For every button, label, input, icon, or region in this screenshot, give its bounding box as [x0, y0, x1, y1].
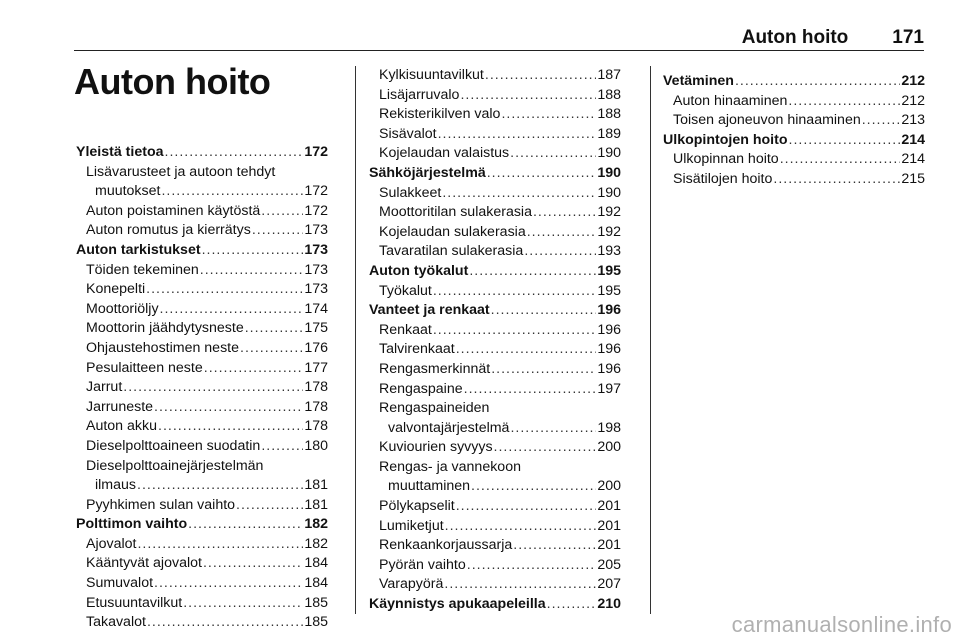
toc-page-number: 212	[901, 73, 925, 89]
toc-page-number: 184	[304, 575, 328, 592]
toc-entry[interactable]	[369, 360, 621, 380]
dot-leader	[160, 300, 304, 320]
toc-section[interactable]	[76, 515, 328, 535]
toc-entry-title: Kojelaudan sulakerasia	[379, 223, 526, 240]
toc-page-number: 176	[304, 339, 328, 356]
toc-entry-title: Töiden tekeminen	[86, 261, 199, 278]
toc-entry[interactable]	[369, 556, 621, 576]
toc-page-number: 201	[597, 498, 621, 515]
toc-entry-title: Takavalot	[86, 614, 146, 631]
header-title: Auton hoito	[741, 27, 849, 48]
dot-leader	[202, 241, 304, 261]
toc-page-number: 175	[304, 320, 328, 337]
toc-entry-title: Sisävalot	[379, 125, 437, 142]
dot-leader	[494, 438, 597, 458]
dot-leader	[261, 437, 303, 457]
toc-page-number: 205	[597, 556, 621, 573]
toc-entry-title: Ajovalot	[86, 535, 137, 552]
watermark-text: carmanualsonline.info	[731, 612, 952, 637]
toc-page-number: 190	[597, 145, 621, 162]
toc-page-number: 198	[597, 419, 621, 436]
toc-entry-title: Auton työkalut	[369, 262, 469, 279]
toc-page-number: 173	[304, 222, 328, 239]
toc-entry-title: Käynnistys apukaapeleilla	[369, 596, 546, 613]
toc-entry[interactable]	[76, 398, 328, 418]
dot-leader	[510, 144, 596, 164]
toc-entry-title: Rengasmerkinnät	[379, 360, 491, 377]
dot-leader	[501, 105, 596, 125]
toc-section[interactable]	[76, 241, 328, 261]
toc-entry-title: Renkaankorjaussarja	[379, 537, 513, 554]
toc-entry-title: Yleistä tietoa	[76, 144, 164, 160]
toc-entry[interactable]	[369, 203, 621, 223]
dot-leader	[146, 280, 303, 300]
toc-entry-title: Auton romutus ja kierrätys	[86, 222, 251, 239]
toc-entry-line: Rengas- ja vannekoon	[379, 458, 521, 475]
toc-section[interactable]	[369, 301, 621, 321]
dot-leader	[433, 282, 596, 302]
toc-entry[interactable]	[663, 150, 925, 170]
toc-page-number: 177	[304, 359, 328, 376]
toc-entry-title: Konepelti	[86, 281, 146, 298]
toc-entry[interactable]	[369, 105, 621, 125]
toc-page-number: 190	[597, 184, 621, 201]
dot-leader	[513, 536, 596, 556]
toc-entry[interactable]	[76, 261, 328, 281]
toc-page-number: 172	[304, 183, 328, 200]
toc-entry-title: Kojelaudan valaistus	[379, 145, 510, 162]
toc-entry-title: Lisäjarruvalo	[379, 86, 460, 103]
toc-entry[interactable]	[369, 536, 621, 556]
header-rule	[74, 50, 924, 51]
toc-page-number: 172	[304, 144, 328, 160]
toc-page-number: 181	[304, 477, 328, 494]
toc-page-number: 215	[901, 170, 925, 187]
toc-entry-title: Renkaat	[379, 321, 432, 338]
dot-leader	[469, 262, 596, 282]
toc-entry-title: valvontajärjestelmä	[388, 419, 510, 436]
toc-page-number: 195	[597, 262, 621, 279]
dot-leader	[261, 202, 303, 222]
toc-entry[interactable]	[76, 496, 328, 516]
toc-page-number: 201	[597, 537, 621, 554]
toc-entry-title: Varapyörä	[379, 576, 444, 593]
dot-leader	[204, 359, 304, 379]
toc-entry-title: Auton tarkistukset	[76, 241, 201, 258]
dot-leader	[735, 72, 900, 92]
toc-entry[interactable]	[369, 86, 621, 106]
dot-leader	[533, 203, 596, 223]
toc-entry[interactable]	[369, 517, 621, 537]
toc-entry[interactable]	[663, 92, 925, 112]
toc-entry-title: Moottorin jäähdytysneste	[86, 320, 244, 337]
toc-entry-title: Pyörän vaihto	[379, 556, 466, 573]
toc-page-number: 192	[597, 204, 621, 221]
toc-entry[interactable]	[369, 66, 621, 86]
dot-leader	[147, 613, 303, 633]
toc-entry-title: Moottoritilan sulakerasia	[379, 204, 532, 221]
toc-entry-line: Lisävarusteet ja autoon tehdyt	[86, 163, 276, 180]
dot-leader	[527, 223, 597, 243]
toc-entry[interactable]	[76, 300, 328, 320]
toc-entry-title: Etusuuntavilkut	[86, 594, 183, 611]
toc-entry[interactable]	[76, 319, 328, 339]
dot-leader	[460, 86, 596, 106]
dot-leader	[188, 515, 303, 535]
toc-entry-title: Talvirenkaat	[379, 341, 455, 358]
toc-entry-title: Pyyhkimen sulan vaihto	[86, 496, 236, 513]
dot-leader	[165, 143, 304, 163]
toc-entry[interactable]	[76, 437, 328, 457]
dot-leader	[773, 170, 900, 190]
toc-page-number: 173	[304, 281, 328, 298]
toc-page-number: 189	[597, 125, 621, 142]
toc-entry[interactable]	[76, 182, 328, 202]
toc-page-number: 196	[597, 360, 621, 377]
toc-entry[interactable]	[76, 535, 328, 555]
dot-leader	[467, 556, 597, 576]
toc-column-1	[76, 143, 328, 633]
column-divider	[355, 66, 356, 614]
toc-entry[interactable]	[76, 378, 328, 398]
toc-entry[interactable]	[76, 280, 328, 300]
toc-entry-title: Polttimon vaihto	[76, 516, 188, 533]
toc-entry-title: Ulkopinnan hoito	[673, 151, 779, 168]
header-page-number: 171	[892, 27, 924, 48]
toc-entry[interactable]	[369, 321, 621, 341]
toc-page-number: 181	[304, 496, 328, 513]
toc-entry[interactable]	[369, 419, 621, 439]
dot-leader	[183, 594, 303, 614]
dot-leader	[252, 221, 304, 241]
toc-page-number: 201	[597, 517, 621, 534]
toc-page-number: 193	[597, 243, 621, 260]
toc-entry-title: Pölykapselit	[379, 498, 455, 515]
toc-entry[interactable]	[76, 339, 328, 359]
toc-entry[interactable]	[369, 438, 621, 458]
toc-entry[interactable]	[76, 594, 328, 614]
toc-entry-title: Kääntyvät ajovalot	[86, 555, 202, 572]
dot-leader	[236, 496, 303, 516]
toc-page-number: 172	[304, 202, 328, 219]
toc-page-number: 188	[597, 86, 621, 103]
dot-leader	[780, 150, 901, 170]
toc-section[interactable]	[369, 262, 621, 282]
toc-entry[interactable]	[663, 111, 925, 131]
toc-entry-title: Työkalut	[379, 282, 432, 299]
toc-entry-title: muuttaminen	[388, 478, 471, 495]
dot-leader	[137, 476, 303, 496]
toc-entry-line: Rengaspaineiden	[379, 400, 490, 417]
dot-leader	[510, 419, 596, 439]
toc-page-number: 196	[597, 302, 621, 319]
toc-entry-title: Auton poistaminen käytöstä	[86, 202, 261, 219]
dot-leader	[789, 131, 901, 151]
toc-entry[interactable]	[369, 242, 621, 262]
toc-entry-title: Moottoriöljy	[86, 300, 159, 317]
dot-leader	[154, 574, 303, 594]
toc-entry[interactable]	[369, 477, 621, 497]
toc-page-number: 180	[304, 437, 328, 454]
toc-entry-title: Jarrut	[86, 379, 123, 396]
toc-entry-title: Ulkopintojen hoito	[663, 131, 788, 148]
toc-entry[interactable]	[76, 554, 328, 574]
toc-entry-title: Sulakkeet	[379, 184, 442, 201]
toc-entry-title: Jarruneste	[86, 398, 154, 415]
dot-leader	[442, 184, 596, 204]
toc-page-number: 197	[597, 380, 621, 397]
toc-page-number: 196	[597, 321, 621, 338]
toc-section[interactable]	[663, 131, 925, 151]
toc-entry-title: Tavaratilan sulakerasia	[379, 243, 524, 260]
toc-page-number: 190	[597, 164, 621, 181]
dot-leader	[154, 398, 303, 418]
dot-leader	[433, 321, 596, 341]
toc-page-number: 207	[597, 576, 621, 593]
toc-page-number: 182	[304, 535, 328, 552]
toc-entry-title: Kuviourien syvyys	[379, 439, 493, 456]
toc-page-number: 174	[304, 300, 328, 317]
toc-entry-line: Dieselpolttoainejärjestelmän	[86, 457, 264, 474]
dot-leader	[524, 242, 596, 262]
toc-page-number: 210	[597, 596, 621, 613]
dot-leader	[456, 497, 597, 517]
toc-page-number: 184	[304, 555, 328, 572]
toc-entry[interactable]	[76, 417, 328, 437]
toc-page-number: 214	[901, 131, 925, 148]
toc-page-number: 192	[597, 223, 621, 240]
dot-leader	[491, 360, 596, 380]
toc-page-number: 178	[304, 398, 328, 415]
toc-entry-title: Auton akku	[86, 418, 157, 435]
toc-page-number: 200	[597, 439, 621, 456]
dot-leader	[245, 319, 304, 339]
dot-leader	[456, 340, 597, 360]
toc-page-number: 213	[901, 112, 925, 129]
toc-entry[interactable]	[369, 575, 621, 595]
page-header	[444, 26, 924, 50]
dot-leader	[161, 182, 303, 202]
toc-entry-title: Sumuvalot	[86, 575, 154, 592]
toc-page-number: 185	[304, 594, 328, 611]
toc-entry-title: Auton hinaaminen	[673, 92, 788, 109]
toc-page-number: 173	[304, 241, 328, 258]
toc-entry[interactable]	[76, 359, 328, 379]
dot-leader	[158, 417, 303, 437]
toc-entry[interactable]	[369, 184, 621, 204]
toc-entry-title: Vanteet ja renkaat	[369, 302, 490, 319]
toc-column-2	[369, 66, 621, 615]
toc-column-3	[663, 72, 925, 190]
toc-entry-title: Rekisterikilven valo	[379, 106, 501, 123]
toc-page-number: 187	[597, 67, 621, 83]
toc-section[interactable]	[663, 72, 925, 92]
dot-leader	[203, 554, 303, 574]
toc-entry[interactable]	[369, 125, 621, 145]
toc-entry-title: Vetäminen	[663, 73, 734, 89]
toc-entry-title: ilmaus	[95, 477, 136, 494]
toc-entry-title: Ohjaustehostimen neste	[86, 339, 240, 356]
toc-page-number: 188	[597, 106, 621, 123]
toc-entry-title: Sähköjärjestelmä	[369, 164, 486, 181]
toc-entry-title: Lumiketjut	[379, 517, 444, 534]
toc-entry[interactable]	[369, 340, 621, 360]
dot-leader	[862, 111, 901, 131]
toc-entry-title: Pesulaitteen neste	[86, 359, 203, 376]
toc-entry[interactable]	[76, 476, 328, 496]
toc-page-number: 212	[901, 92, 925, 109]
dot-leader	[200, 261, 304, 281]
toc-page-number: 185	[304, 614, 328, 631]
toc-entry-title: Dieselpolttoaineen suodatin	[86, 437, 261, 454]
dot-leader	[487, 164, 597, 184]
dot-leader	[547, 595, 597, 615]
toc-section[interactable]	[369, 595, 621, 615]
toc-entry[interactable]	[369, 282, 621, 302]
dot-leader	[240, 339, 303, 359]
toc-entry[interactable]	[369, 223, 621, 243]
toc-entry[interactable]	[76, 221, 328, 241]
toc-page-number: 196	[597, 341, 621, 358]
page-title: Auton hoito	[74, 61, 271, 102]
dot-leader	[444, 575, 596, 595]
toc-entry[interactable]	[76, 613, 328, 633]
dot-leader	[491, 301, 597, 321]
toc-entry[interactable]	[76, 202, 328, 222]
dot-leader	[485, 66, 596, 86]
toc-page-number: 182	[304, 516, 328, 533]
toc-entry[interactable]	[369, 380, 621, 400]
toc-entry[interactable]	[663, 170, 925, 190]
dot-leader	[137, 535, 303, 555]
toc-page-number: 178	[304, 379, 328, 396]
toc-entry[interactable]	[369, 497, 621, 517]
dot-leader	[788, 92, 900, 112]
dot-leader	[438, 125, 597, 145]
toc-entry-title: Sisätilojen hoito	[673, 170, 773, 187]
toc-entry[interactable]	[369, 144, 621, 164]
dot-leader	[464, 380, 597, 400]
toc-section[interactable]	[76, 143, 328, 163]
column-divider	[650, 66, 651, 614]
toc-entry-title: Rengaspaine	[379, 380, 463, 397]
toc-entry-title: muutokset	[95, 183, 161, 200]
toc-section[interactable]	[369, 164, 621, 184]
dot-leader	[123, 378, 303, 398]
toc-page-number: 173	[304, 261, 328, 278]
toc-page-number: 195	[597, 282, 621, 299]
toc-page-number: 178	[304, 418, 328, 435]
dot-leader	[471, 477, 596, 497]
dot-leader	[445, 517, 597, 537]
toc-entry-title: Toisen ajoneuvon hinaaminen	[673, 112, 861, 129]
toc-page-number: 200	[597, 478, 621, 495]
toc-entry[interactable]	[76, 574, 328, 594]
toc-page-number: 214	[901, 151, 925, 168]
toc-entry-title: Kylkisuuntavilkut	[379, 67, 484, 83]
